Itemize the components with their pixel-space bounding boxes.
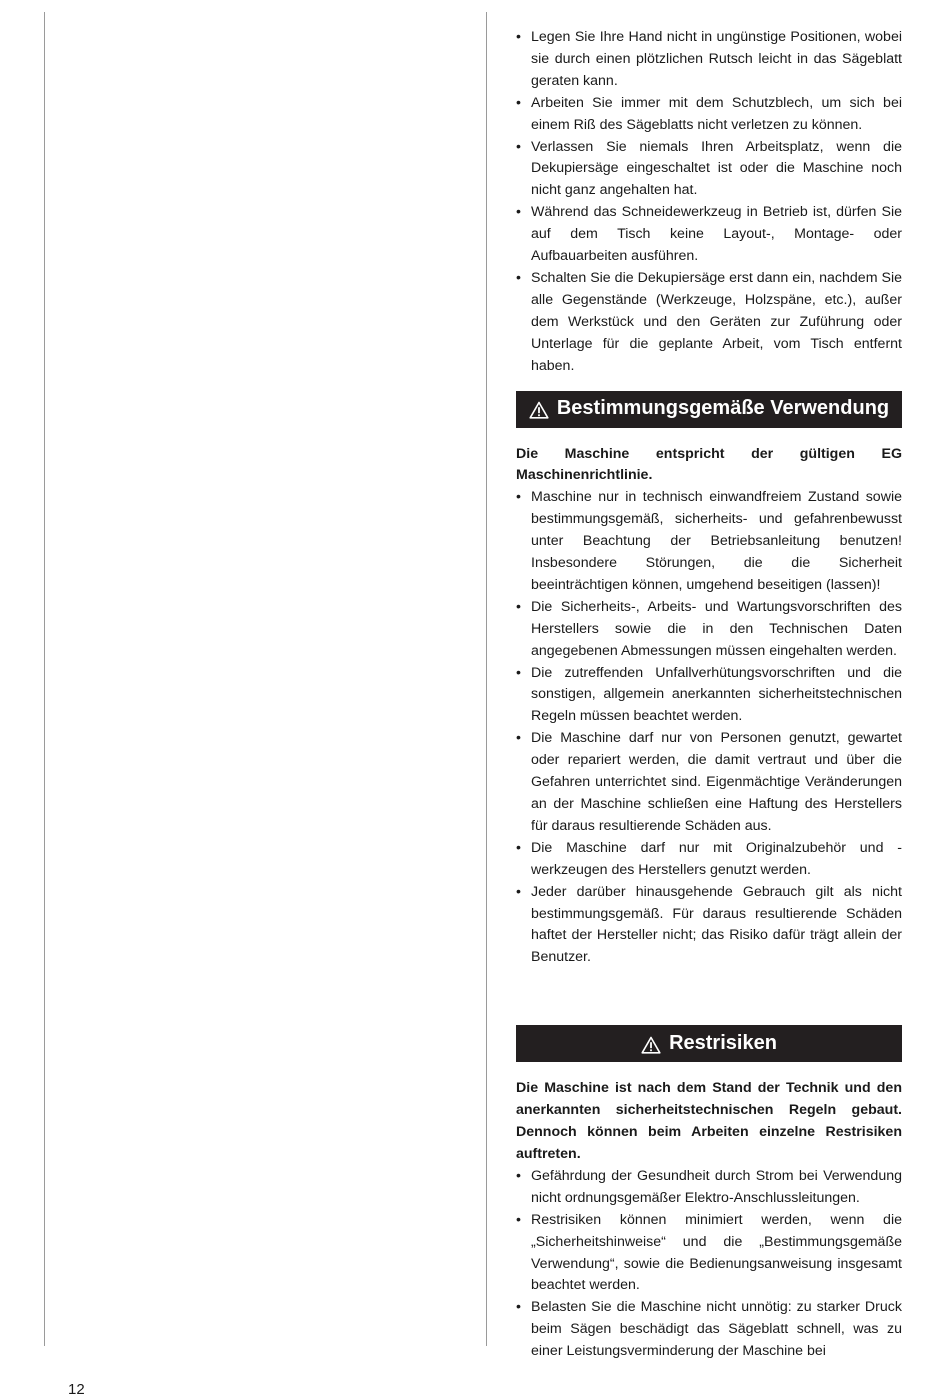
list-item: • Legen Sie Ihre Hand nicht in ungünstige Positionen, wobei sie durch einen plötzlichen Rutsch leicht in das Sägeblatt geraten kann. <box>516 27 902 93</box>
list-item: • Gefährdung der Gesundheit durch Strom bei Verwendung nicht ordnungsgemäßer Elektro-Anschlussleitungen. <box>516 1166 902 1210</box>
warning-triangle-icon <box>529 401 549 419</box>
list-item: • Die zutreffenden Unfallverhütungsvorschriften und die sonstigen, allgemein anerkannten sicherheitstechnischen Regeln müssen beachtet werden. <box>516 663 902 729</box>
page-number: 12 <box>68 1381 85 1398</box>
list-item: • Schalten Sie die Dekupiersäge erst dann ein, nachdem Sie alle Gegenstände (Werkzeuge, Holzspäne, etc.), außer dem Werkstück und den Geräten zur Zuführung oder Unterlage für die geplante Arbeit, vom Tisch entfernt haben. <box>516 268 902 378</box>
column-divider-rule <box>486 12 487 1346</box>
left-margin-rule <box>44 12 45 1346</box>
list-item: • Die Sicherheits-, Arbeits- und Wartungsvorschriften des Herstellers sowie die in den Technischen Daten angegebenen Abmessungen müssen eingehalten werden. <box>516 597 902 663</box>
usage-bullet-list <box>516 487 902 969</box>
risks-intro: Die Maschine ist nach dem Stand der Technik und den anerkannten sicherheitstechnischen Regeln gebaut. Dennoch können beim Arbeiten einzelne Restrisiken auftreten. <box>516 1080 902 1162</box>
list-item: • Die Maschine darf nur von Personen genutzt, gewartet oder repariert werden, die damit vertraut und über die Gefahren unterrichtet sind. Eigenmächtige Veränderungen an der Maschine schließen eine Haftung des Herstellers für daraus resultierende Schäden aus. <box>516 728 902 838</box>
list-item: • Maschine nur in technisch einwandfreiem Zustand sowie bestimmungsgemäß, sicherheits- und gefahrenbewusst unter Beachtung der Betriebsanleitung benutzen! Insbesondere Störungen, die die Sicherheit beeinträchtigen können, umgehend beseitigen (lassen)! <box>516 487 902 597</box>
risks-bullet-list <box>516 1166 902 1363</box>
list-item: • Während das Schneidewerkzeug in Betrieb ist, dürfen Sie auf dem Tisch keine Layout-, Montage- oder Aufbauarbeiten ausführen. <box>516 202 902 268</box>
section-heading-usage <box>516 391 902 428</box>
list-item: • Verlassen Sie niemals Ihren Arbeitsplatz, wenn die Dekupiersäge eingeschaltet ist oder die Maschine noch nicht ganz angehalten hat. <box>516 137 902 203</box>
list-item: • Jeder darüber hinausgehende Gebrauch gilt als nicht bestimmungsgemäß. Für daraus resultierende Schäden haftet der Hersteller nicht; das Risiko dafür trägt allein der Benutzer. <box>516 882 902 970</box>
list-item: • Belasten Sie die Maschine nicht unnötig: zu starker Druck beim Sägen beschädigt das Sägeblatt schnell, was zu einer Leistungsverminderung der Maschine bei <box>516 1297 902 1363</box>
warning-triangle-icon <box>641 1036 661 1054</box>
usage-intro: Die Maschine entspricht der gültigen EG Maschinenrichtlinie. <box>516 445 902 484</box>
section-heading-usage-label: Bestimmungsgemäße Verwendung <box>556 397 890 420</box>
section-heading-risks <box>516 1025 902 1062</box>
top-bullet-list <box>516 27 902 378</box>
section-heading-risks-label: Restrisiken <box>669 1031 777 1054</box>
list-item: • Die Maschine darf nur mit Originalzubehör und -werkzeugen des Herstellers genutzt werden. <box>516 838 902 882</box>
list-item: • Arbeiten Sie immer mit dem Schutzblech, um sich bei einem Riß des Sägeblatts nicht verletzen zu können. <box>516 93 902 137</box>
list-item: • Restrisiken können minimiert werden, wenn die „Sicherheitshinweise“ und die „Bestimmungsgemäße Verwendung“, sowie die Bedienungsanweisung insgesamt beachtet werden. <box>516 1210 902 1298</box>
text-column <box>516 27 902 1363</box>
